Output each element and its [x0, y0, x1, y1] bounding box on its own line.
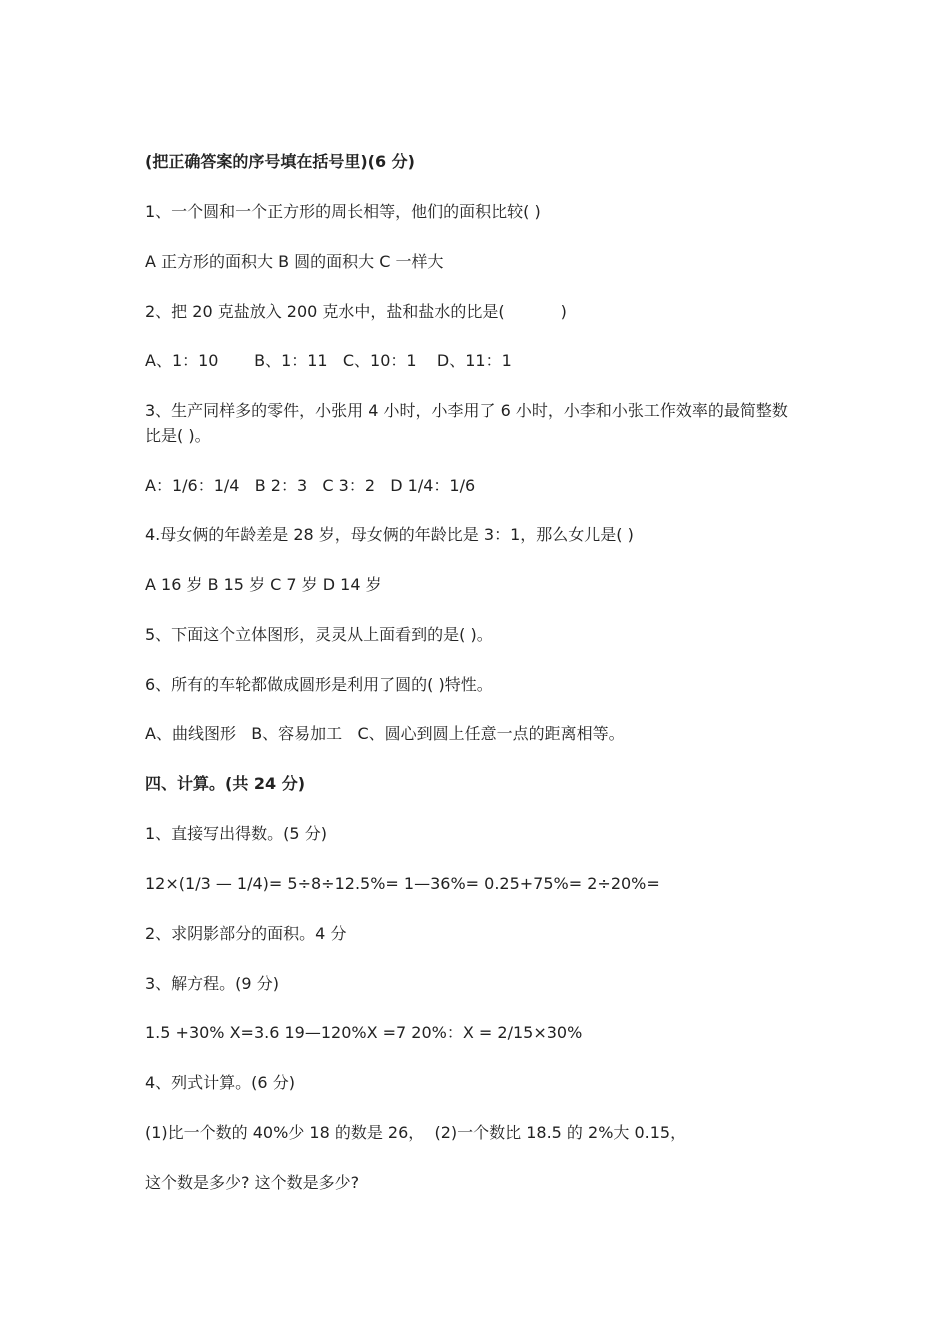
question-1-options: A 正方形的面积大 B 圆的面积大 C 一样大 [145, 252, 444, 271]
question-6-options: A、曲线图形 B、容易加工 C、圆心到圆上任意一点的距离相等。 [145, 724, 625, 743]
question-5: 5、下面这个立体图形，灵灵从上面看到的是( )。 [145, 625, 493, 644]
question-2-options: A、1：10 B、1：11 C、10：1 D、11：1 [145, 351, 512, 370]
question-3-options: A：1/6：1/4 B 2：3 C 3：2 D 1/4：1/6 [145, 476, 476, 495]
question-4-options: A 16 岁 B 15 岁 C 7 岁 D 14 岁 [145, 575, 382, 594]
question-3-line-2: 比是( )。 [145, 426, 211, 445]
question-1: 1、一个圆和一个正方形的周长相等，他们的面积比较( ) [145, 202, 541, 221]
calc-3-equations: 1.5 +30% X=3.6 19—120%X =7 20%：X = 2/15×30% [145, 1023, 583, 1042]
question-4: 4.母女俩的年龄差是 28 岁，母女俩的年龄比是 3：1，那么女儿是( ) [145, 525, 634, 544]
calc-3: 3、解方程。(9 分) [145, 974, 279, 993]
calc-1-expressions: 12×(1/3 — 1/4)= 5÷8÷12.5%= 1—36%= 0.25+75%= 2÷20%= [145, 874, 660, 893]
calc-2: 2、求阴影部分的面积。4 分 [145, 924, 347, 943]
calc-4-line-1: (1)比一个数的 40%少 18 的数是 26， (2)一个数比 18.5 的 2%大 0.15， [145, 1123, 687, 1142]
question-6: 6、所有的车轮都做成圆形是利用了圆的( )特性。 [145, 675, 493, 694]
question-3-line-1: 3、生产同样多的零件，小张用 4 小时，小李用了 6 小时，小李和小张工作效率的最简整数 [145, 401, 788, 420]
calc-4-line-2: 这个数是多少? 这个数是多少? [145, 1173, 360, 1192]
calc-1: 1、直接写出得数。(5 分) [145, 824, 327, 843]
section-3-header: (把正确答案的序号填在括号里)(6 分) [145, 152, 415, 171]
calc-4: 4、列式计算。(6 分) [145, 1073, 295, 1092]
section-4-header: 四、计算。(共 24 分) [145, 774, 306, 793]
question-2: 2、把 20 克盐放入 200 克水中，盐和盐水的比是( ) [145, 302, 567, 321]
